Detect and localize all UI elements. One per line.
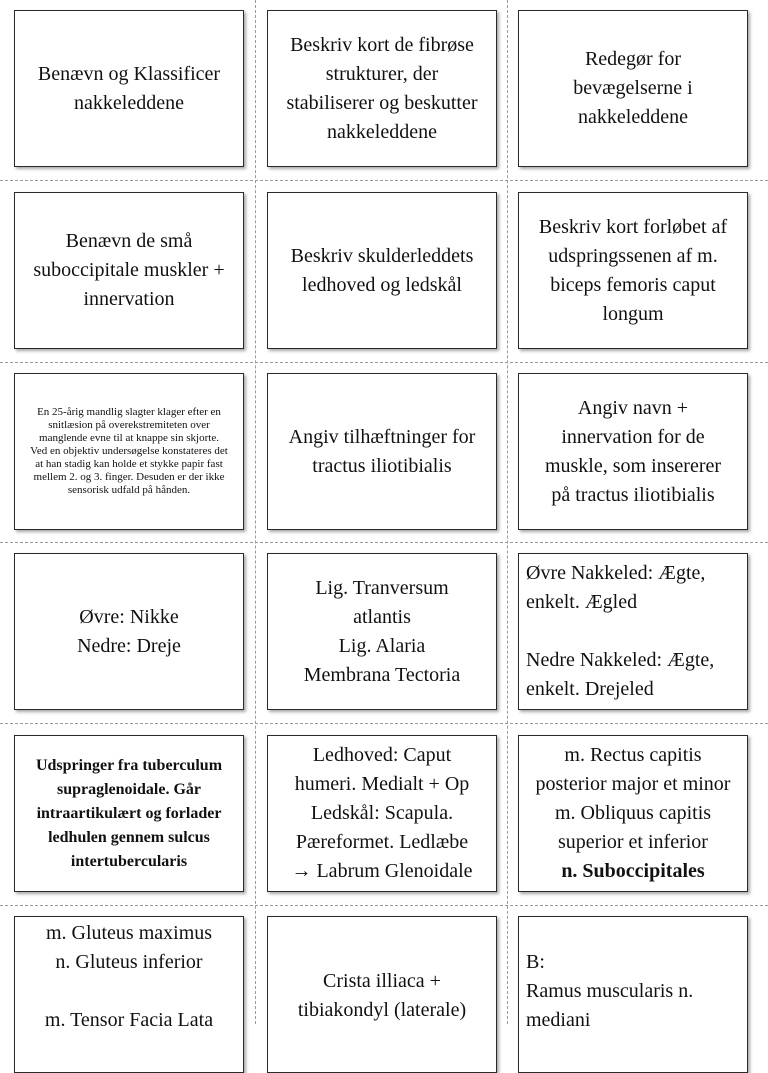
horizontal-cut-guide (0, 723, 768, 724)
flashcard (267, 192, 497, 349)
card-text-line: Benævn og Klassificer (37, 62, 221, 85)
card-text-line: Nedre: Dreje (77, 634, 181, 657)
card-text-line: Crista illiaca + (323, 970, 441, 992)
card-text-line: Øvre: Nikke (79, 605, 179, 628)
card-text-line: udspringssenen af m. (548, 244, 718, 267)
card-text-line: atlantis (353, 605, 411, 628)
flashcard (14, 553, 244, 710)
card-text-line: humeri. Medialt + Op (294, 773, 470, 795)
card-text-line: m. Rectus capitis (564, 744, 702, 766)
card-text-line: Ledhoved: Caput (312, 744, 452, 766)
flashcard (518, 735, 748, 892)
card-text-line: Pæreformet. Ledlæbe (295, 831, 469, 853)
card-text-line: superior et inferior (558, 831, 708, 853)
card-text-line: Beskriv skulderleddets (290, 244, 474, 267)
vertical-cut-guide (255, 0, 256, 1024)
card-text-line: Redegør for (584, 48, 682, 70)
card-text-line: intertubercularis (70, 852, 188, 870)
card-text-line: longum (602, 302, 664, 325)
card-text-line: B: (526, 951, 545, 973)
card-text-line: Angiv navn + (577, 396, 689, 419)
card-text-line: enkelt. Ægled (526, 591, 638, 613)
card-text-line: tibiakondyl (laterale) (297, 999, 467, 1021)
card-text-line: biceps femoris caput (550, 273, 716, 296)
card-text-line: Lig. Alaria (338, 634, 426, 657)
card-text-line: m. Tensor Facia Lata (44, 1009, 214, 1031)
card-text-line: bevægelserne i (573, 77, 693, 99)
card-text-line: strukturer, der (325, 62, 439, 85)
flashcard (267, 553, 497, 710)
card-text-line: manglende evne til at knappe sin skjorte. (39, 432, 219, 444)
card-text-line: m. Obliquus capitis (554, 802, 712, 824)
flashcard (267, 735, 497, 892)
flashcard (14, 373, 244, 530)
card-text-line: ledhoved og ledskål (302, 273, 462, 296)
card-text-line: supraglenoidale. Går (56, 780, 201, 798)
flashcard (267, 373, 497, 530)
horizontal-cut-guide (0, 180, 768, 181)
flashcard (518, 553, 748, 710)
card-text-line: på tractus iliotibialis (551, 483, 715, 506)
card-text-line: Ledskål: Scapula. (310, 802, 454, 824)
card-text-line: Beskriv kort forløbet af (538, 215, 728, 238)
card-text-line: Øvre Nakkeled: Ægte, (526, 562, 706, 584)
flashcard (14, 735, 244, 892)
flashcard (14, 10, 244, 167)
card-text-line: enkelt. Drejeled (526, 678, 654, 700)
card-text-line: at han stadig kan holde et stykke papir fast (35, 458, 223, 470)
vertical-cut-guide (507, 0, 508, 1024)
flashcard (14, 916, 244, 1073)
card-text-line: m. Gluteus maximus (45, 922, 213, 944)
card-text-line: nakkeleddene (327, 120, 437, 143)
card-text-line: suboccipitale muskler + (33, 259, 225, 281)
card-text-line: Membrana Tectoria (303, 663, 461, 686)
card-text-line: Benævn de små (65, 230, 193, 252)
card-text-line: mellem 2. og 3. finger. Desuden er der ikke (33, 471, 225, 483)
card-text-line: nakkeleddene (74, 91, 184, 114)
card-text-line: sensorisk udfald på hånden. (67, 484, 191, 496)
card-text-line: nakkeleddene (578, 106, 688, 128)
card-text-line: Udspringer fra tuberculum (35, 756, 223, 774)
horizontal-cut-guide (0, 542, 768, 543)
flashcard (267, 916, 497, 1073)
horizontal-cut-guide (0, 905, 768, 906)
card-text-line: mediani (526, 1009, 591, 1031)
flashcard (267, 10, 497, 167)
card-text-line: intraartikulært og forlader (36, 804, 222, 822)
card-text-line: → Labrum Glenoidale (291, 860, 473, 882)
card-text-line: tractus iliotibialis (312, 454, 452, 477)
card-text-line: Nedre Nakkeled: Ægte, (526, 649, 715, 671)
card-text-line: Lig. Tranversum (315, 576, 449, 599)
card-text-line: n. Gluteus inferior (55, 951, 203, 973)
card-text-line: muskle, som insererer (544, 454, 722, 477)
card-text-line: n. Suboccipitales (561, 860, 705, 882)
card-text-line: innervation for de (561, 425, 705, 448)
flashcard (518, 192, 748, 349)
card-text-line: Angiv tilhæftninger for (288, 425, 476, 448)
flashcard (518, 373, 748, 530)
flashcard (518, 10, 748, 167)
card-text-line: Ramus muscularis n. (526, 980, 694, 1002)
flashcard (518, 916, 748, 1073)
card-text-line: snitlæsion på overekstremiteten over (48, 419, 210, 431)
card-text-line: Beskriv kort de fibrøse (290, 33, 474, 56)
flashcard (14, 192, 244, 349)
card-text-line: En 25-årig mandlig slagter klager efter en (37, 406, 221, 418)
card-text-line: innervation (83, 288, 175, 310)
horizontal-cut-guide (0, 362, 768, 363)
card-text-line: Ved en objektiv undersøgelse konstateres det (30, 445, 228, 457)
card-text-line: posterior major et minor (535, 773, 731, 795)
card-text-line: ledhulen gennem sulcus (48, 828, 210, 846)
card-text-line: stabiliserer og beskutter (286, 91, 478, 114)
